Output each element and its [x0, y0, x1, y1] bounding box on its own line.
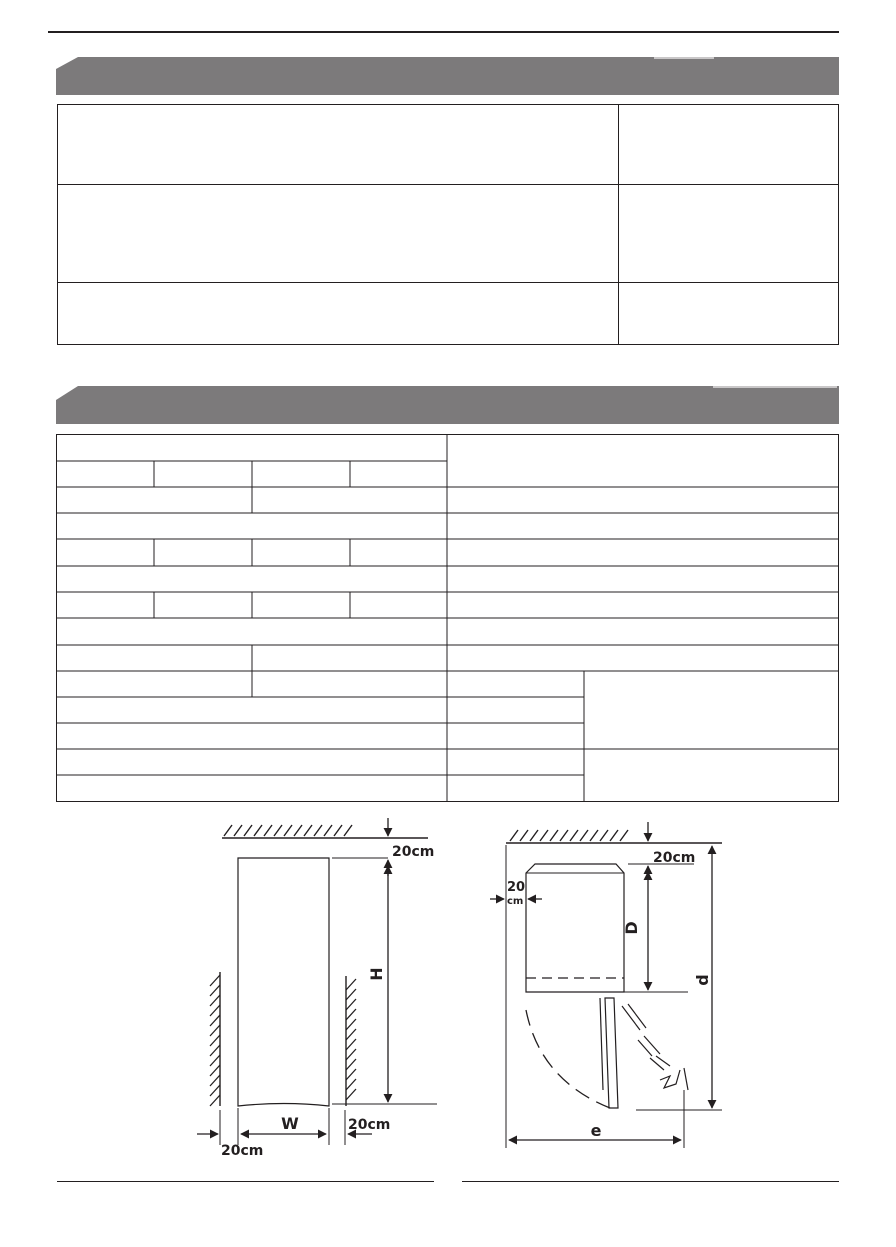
- side-back-clearance-unit: cm: [507, 896, 524, 907]
- front-top-clearance-label: 20cm: [392, 844, 435, 860]
- front-width-label: W: [281, 1114, 299, 1133]
- side-top-clearance-label: 20cm: [653, 850, 696, 866]
- side-view-drawing: [490, 822, 722, 1148]
- side-depth-label: D: [622, 921, 641, 935]
- front-right-clearance-label: 20cm: [348, 1117, 391, 1133]
- side-back-clearance-number: 20: [507, 880, 526, 895]
- side-open-depth-label: d: [693, 974, 712, 986]
- footer-rule-right: [462, 1181, 839, 1182]
- footer-rule-left: [57, 1181, 434, 1182]
- side-open-width-label: e: [590, 1121, 602, 1140]
- front-height-label: H: [367, 967, 386, 981]
- front-left-clearance-label: 20cm: [221, 1143, 264, 1159]
- front-view-drawing: [197, 818, 437, 1145]
